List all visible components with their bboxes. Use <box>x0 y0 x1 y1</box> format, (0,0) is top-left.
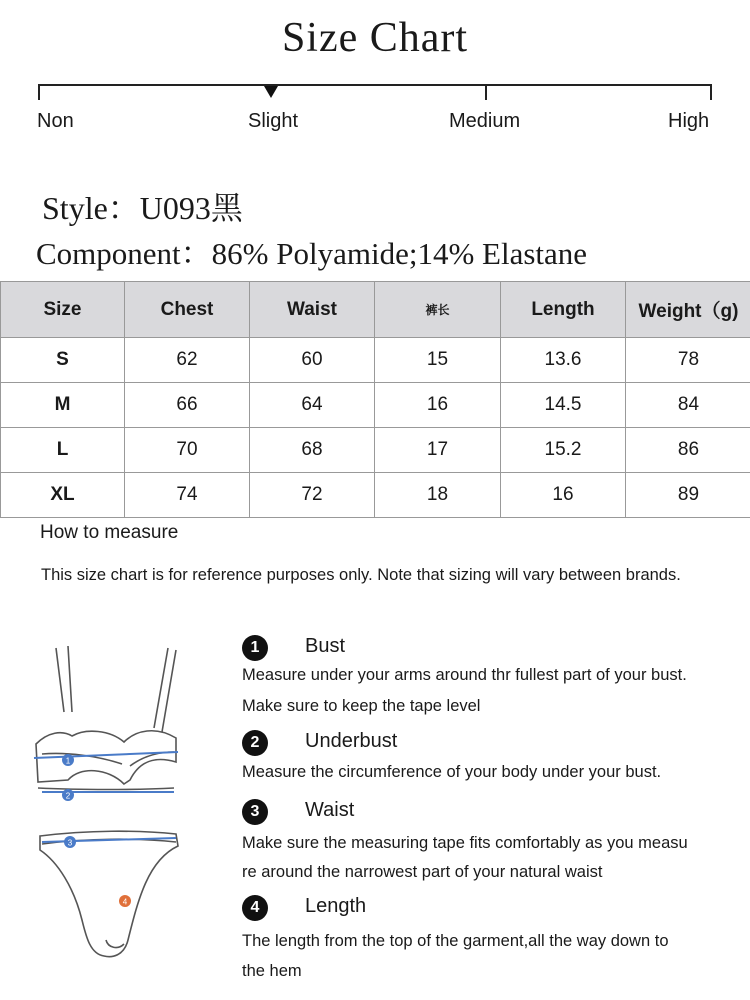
step-title: Length <box>305 895 367 917</box>
cell-waist: 60 <box>250 338 375 383</box>
header-weight: Weight（g) <box>626 282 750 338</box>
step-text: Measure under your arms around thr fullest part of your bust. <box>242 666 687 684</box>
step-title: Bust <box>305 635 346 657</box>
style-label: Style： <box>42 190 140 226</box>
table-row <box>1 383 750 428</box>
bra-illustration <box>36 646 176 790</box>
cell-weight: 78 <box>626 338 750 383</box>
size-table <box>0 281 750 518</box>
step-number-3-icon: 3 <box>242 799 268 825</box>
header-size: Size <box>1 282 125 338</box>
cell-waist: 72 <box>250 473 375 518</box>
component-value: 86% Polyamide;14% Elastane <box>211 236 588 271</box>
header-chest: Chest <box>125 282 250 338</box>
stretch-label-high: High <box>668 110 710 132</box>
step-text: the hem <box>242 962 302 980</box>
svg-text:2: 2 <box>65 791 71 801</box>
table-row <box>1 473 750 518</box>
cell-pants-length: 18 <box>375 473 501 518</box>
figure-marker-4 <box>119 895 131 907</box>
svg-text:4: 4 <box>122 897 128 907</box>
cell-pants-length: 15 <box>375 338 501 383</box>
cell-length: 13.6 <box>501 338 626 383</box>
cell-chest: 66 <box>125 383 250 428</box>
stretch-label-medium: Medium <box>449 110 521 132</box>
stretch-scale-line <box>38 84 712 86</box>
stretch-label-slight: Slight <box>248 110 299 132</box>
svg-text:1: 1 <box>65 756 71 766</box>
stretch-selected-marker <box>264 86 278 98</box>
table-header-row <box>1 282 750 338</box>
style-line <box>42 183 243 229</box>
cell-size: M <box>1 383 125 428</box>
cell-size: L <box>1 428 125 473</box>
bikini-measurement-figure <box>28 640 198 970</box>
figure-marker-1 <box>62 754 74 766</box>
step-text: re around the narrowest part of your natural waist <box>242 863 603 881</box>
header-length: Length <box>501 282 626 338</box>
stretch-tick-end <box>710 86 712 100</box>
cell-waist: 68 <box>250 428 375 473</box>
cell-weight: 86 <box>626 428 750 473</box>
step-text: Make sure the measuring tape fits comfortably as you measu <box>242 834 688 852</box>
step-text: Make sure to keep the tape level <box>242 697 481 715</box>
page-title: Size Chart <box>281 15 469 61</box>
stretch-tick-medium <box>485 86 487 100</box>
figure-marker-2 <box>62 789 74 801</box>
stretch-label-non: Non <box>37 110 74 132</box>
step-number-2-icon: 2 <box>242 730 268 756</box>
cell-weight: 84 <box>626 383 750 428</box>
step-number-1-icon: 1 <box>242 635 268 661</box>
step-text: The length from the top of the garment,all the way down to <box>242 932 669 950</box>
cell-weight: 89 <box>626 473 750 518</box>
step-text: Measure the circumference of your body under your bust. <box>242 763 662 781</box>
cell-length: 14.5 <box>501 383 626 428</box>
cell-size: S <box>1 338 125 383</box>
briefs-illustration <box>40 831 178 956</box>
step-title: Waist <box>305 799 355 821</box>
bust-measure-lines <box>34 752 178 792</box>
header-pants-length: 裤长 <box>375 282 501 338</box>
cell-length: 16 <box>501 473 626 518</box>
cell-chest: 70 <box>125 428 250 473</box>
component-label: Component： <box>36 236 212 271</box>
table-row <box>1 338 750 383</box>
step-title: Underbust <box>305 730 398 752</box>
figure-marker-3 <box>64 836 76 848</box>
stretch-tick-start <box>38 86 40 100</box>
step-number-4-icon: 4 <box>242 895 268 921</box>
cell-chest: 74 <box>125 473 250 518</box>
cell-length: 15.2 <box>501 428 626 473</box>
svg-text:3: 3 <box>67 838 73 848</box>
cell-size: XL <box>1 473 125 518</box>
component-line <box>36 228 587 273</box>
style-value: U093黑 <box>139 190 243 226</box>
table-row <box>1 428 750 473</box>
cell-chest: 62 <box>125 338 250 383</box>
how-to-measure-title: How to measure <box>40 522 179 543</box>
cell-pants-length: 16 <box>375 383 501 428</box>
how-to-measure-note: This size chart is for reference purposes only. Note that sizing will vary between brands. <box>41 566 681 584</box>
cell-waist: 64 <box>250 383 375 428</box>
cell-pants-length: 17 <box>375 428 501 473</box>
header-waist: Waist <box>250 282 375 338</box>
